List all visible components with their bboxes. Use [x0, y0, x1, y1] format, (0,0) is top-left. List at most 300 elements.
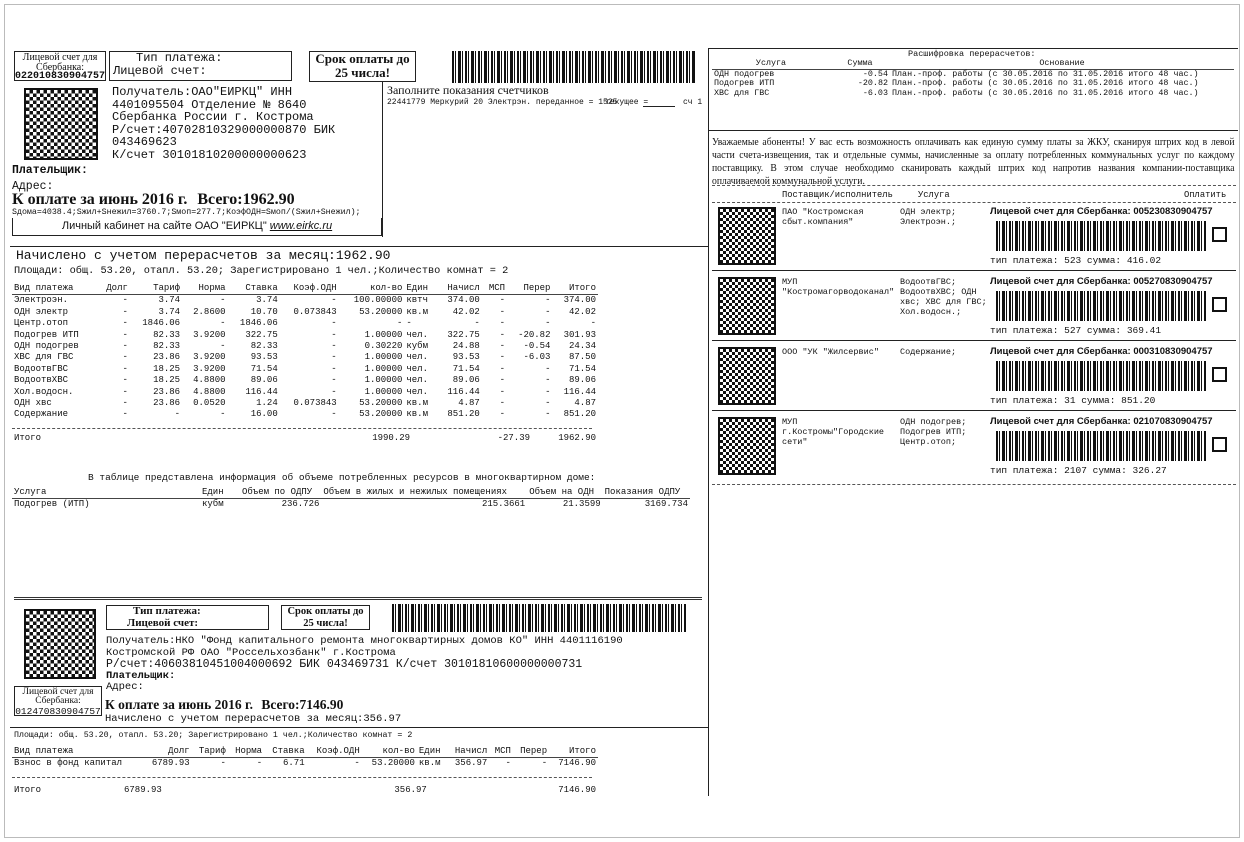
charges-total-table	[12, 433, 598, 444]
provider-ls-number: 005230830904757	[1133, 206, 1213, 217]
bottom-due-box	[281, 605, 370, 630]
provider-pay: тип платежа: 527 сумма: 369.41	[990, 325, 1162, 336]
col-header: Един	[417, 746, 447, 758]
capital-row	[12, 758, 598, 770]
barcode-main	[452, 51, 696, 83]
provider-item	[712, 275, 1236, 341]
table-cell: 89.06	[568, 375, 596, 386]
table-cell: ВодоотвХВС	[14, 375, 69, 386]
pay-checkbox[interactable]	[1212, 437, 1227, 452]
provider-pay: тип платежа: 2107 сумма: 326.27	[990, 465, 1167, 476]
table-cell: -	[499, 341, 506, 352]
table-cell: -	[590, 318, 596, 329]
capital-total-table	[12, 785, 598, 796]
provider-barcode	[996, 291, 1206, 321]
table-cell: 1.00000	[364, 363, 403, 374]
provider-name: МУП "Костромагорводоканал"	[782, 277, 895, 297]
ls-sber-label: Лицевой счет для Сбербанка:	[22, 52, 98, 73]
table-cell: 116.44	[447, 386, 480, 397]
table-cell: -	[122, 386, 128, 397]
table-cell: 24.88	[452, 341, 480, 352]
charges-total-row	[12, 433, 598, 444]
table-cell: 1.24	[256, 398, 278, 409]
table-cell: План.-проф. работы (с 30.05.2016 по 31.05.2016 итого 48 час.)	[892, 78, 1199, 88]
table-cell: 89.06	[452, 375, 480, 386]
col-header: МСП	[489, 746, 513, 758]
table-cell: -	[499, 352, 506, 363]
table-cell: 71.54	[250, 363, 278, 374]
table-cell: -	[220, 341, 226, 352]
provider-ls	[990, 416, 1213, 427]
table-cell: -	[122, 375, 128, 386]
recipient-inn: 4401095504 Отделение № 8640	[112, 97, 307, 112]
col-header: Начисл	[447, 746, 490, 758]
table-cell: -	[122, 318, 128, 329]
col-header: Основание	[890, 59, 1234, 69]
capital-total-divider	[12, 777, 592, 778]
col-header: Итого	[552, 283, 598, 295]
table-cell: 851.20	[447, 409, 480, 420]
col-header: Норма	[182, 283, 227, 295]
table-cell: кв.м	[406, 306, 428, 317]
table-cell: -	[122, 295, 128, 306]
table-cell: 1.00000	[364, 329, 403, 340]
table-cell: -	[499, 398, 506, 409]
col-header: МСП	[482, 283, 507, 295]
provider-item	[712, 415, 1236, 481]
table-cell: -20.82	[518, 329, 551, 340]
table-cell: 93.53	[452, 352, 480, 363]
table-cell: 3.74	[158, 295, 181, 306]
table-cell: чел.	[406, 363, 428, 374]
table-cell: -	[331, 318, 337, 329]
table-row	[12, 341, 598, 352]
provider-ls-label: Лицевой счет для Сбербанка:	[990, 206, 1131, 217]
table-cell: -	[331, 409, 337, 420]
provider-ls	[990, 206, 1213, 217]
pay-checkbox[interactable]	[1212, 367, 1227, 382]
accrued-title: Начислено с учетом перерасчетов за месяц:1962.90	[16, 248, 391, 263]
table-cell: ОДН электр	[14, 306, 69, 317]
table-cell: -	[499, 409, 506, 420]
table-cell: -	[545, 363, 551, 374]
table-cell: -	[474, 318, 480, 329]
capital-cell: Взнос в фонд капитал	[14, 758, 123, 769]
bottom-pay-type-label: Тип платежа:	[133, 605, 201, 617]
qr-code-provider	[718, 277, 776, 335]
table-cell: 42.02	[568, 306, 596, 317]
capital-cell: -	[541, 758, 548, 769]
table-cell: 1846.06	[239, 318, 278, 329]
table-cell: 89.06	[250, 375, 278, 386]
table-cell: 0.073843	[293, 398, 337, 409]
bottom-to-pay-line	[105, 697, 343, 713]
table-cell: чел.	[406, 352, 428, 363]
capital-cell: кв.м	[418, 758, 441, 769]
table-cell: 0.0520	[193, 398, 226, 409]
provider-divider	[712, 340, 1236, 341]
provider-ls-label: Лицевой счет для Сбербанка:	[990, 276, 1131, 287]
table-row	[12, 352, 598, 363]
table-cell: 0.073843	[293, 306, 337, 317]
volume-cell: 236.726	[281, 499, 320, 510]
table-cell: -	[396, 318, 403, 329]
table-row	[12, 318, 598, 329]
volume-cell: 21.3599	[562, 499, 601, 510]
col-header: Итого	[549, 746, 598, 758]
table-cell: 2.8600	[193, 306, 226, 317]
bottom-section-rule	[10, 727, 708, 728]
table-cell: -	[122, 352, 128, 363]
col-header: Долг	[98, 283, 130, 295]
table-cell: 116.44	[563, 386, 596, 397]
table-cell: -	[331, 375, 337, 386]
volume-table	[12, 487, 690, 511]
due-date: 25 числа!	[335, 65, 390, 80]
meter-line: 22441779 Меркурий 20 Электрэн. переданное = 1525	[387, 98, 618, 107]
table-cell: 4.8800	[193, 375, 226, 386]
volume-row	[12, 499, 690, 511]
table-cell: -	[499, 329, 506, 340]
pay-type-box	[109, 51, 292, 81]
provider-divider	[712, 410, 1236, 411]
col-header: кол-во	[362, 746, 417, 758]
table-cell: 82.33	[153, 341, 181, 352]
table-cell: -	[545, 318, 551, 329]
charges-table	[12, 283, 598, 421]
formula: Sдома=4038.4;Sжил+Sнежил=3760.7;Sмоп=277.7;КоэфОДН=Sмоп/(Sжил+Sнежил);	[12, 208, 361, 217]
col-header: Услуга	[12, 487, 200, 499]
bottom-total-value: 7146.90	[299, 697, 344, 712]
table-row	[712, 89, 1234, 99]
capital-cell: 7146.90	[558, 758, 596, 769]
total-cell: -27.39	[497, 433, 530, 443]
table-cell: 1.00000	[364, 352, 403, 363]
table-cell: -	[331, 363, 337, 374]
table-cell: -	[499, 295, 506, 306]
col-header: Сумма	[830, 59, 890, 69]
table-cell: -	[545, 386, 551, 397]
table-cell: -	[331, 341, 337, 352]
providers-header-dash	[712, 202, 1236, 203]
col-header: Оплатить	[1184, 190, 1227, 200]
capital-cell: -	[256, 758, 263, 769]
table-row	[12, 387, 598, 398]
table-cell: 93.53	[250, 352, 278, 363]
meters-title: Заполните показания счетчиков	[387, 83, 549, 97]
to-pay-line	[12, 191, 295, 209]
table-cell: Электроэн.	[14, 295, 69, 306]
table-cell: -	[220, 318, 226, 329]
bottom-to-pay-label: К оплате за июнь 2016 г.	[105, 697, 253, 712]
pay-checkbox[interactable]	[1212, 297, 1227, 312]
table-cell: 4.87	[574, 398, 596, 409]
table-cell: -	[499, 375, 506, 386]
table-cell: 23.86	[153, 386, 181, 397]
table-cell: -	[499, 386, 506, 397]
recalc-title: Расшифровка перерасчетов:	[908, 49, 1036, 59]
address: Адрес:	[12, 180, 54, 193]
pay-checkbox[interactable]	[1212, 227, 1227, 242]
bottom-bank: Костромской РФ ОАО "Россельхозбанк" г.Кострома	[106, 646, 396, 659]
table-cell: 82.33	[153, 329, 181, 340]
table-cell: -	[406, 318, 412, 329]
provider-services: Содержание;	[900, 347, 957, 357]
table-cell: 3.9200	[193, 329, 226, 340]
table-cell: 100.00000	[353, 295, 403, 306]
corr-account: К/счет 30101810200000000623	[112, 147, 307, 162]
total-cell: 1990.29	[372, 433, 410, 443]
account: Р/счет:40702810329000000870 БИК	[112, 122, 336, 137]
capital-cell: 6789.93	[151, 758, 190, 769]
page-split-line	[708, 48, 709, 796]
bottom-payer: Плательщик:	[106, 669, 176, 682]
table-cell: 10.70	[250, 306, 278, 317]
provider-ls-number: 021070830904757	[1133, 416, 1213, 427]
bottom-address: Адрес:	[106, 681, 144, 693]
total-cell: 1962.90	[558, 433, 596, 443]
cabinet-box	[12, 218, 382, 236]
bottom-due-date: 25 числа!	[303, 617, 348, 629]
bottom-account: Р/счет:40603810451004000692 БИК 043469731 К/счет 30101810600000000731	[106, 658, 583, 671]
table-cell: -	[331, 352, 337, 363]
bottom-cut-line	[14, 597, 702, 600]
bottom-pay-type-box	[106, 605, 269, 630]
table-cell: 4.87	[458, 398, 480, 409]
qr-code-provider	[718, 207, 776, 265]
provider-item	[712, 345, 1236, 411]
table-cell: -	[499, 306, 506, 317]
due-label: Срок оплаты до	[315, 51, 410, 66]
table-row	[12, 398, 598, 409]
table-cell: ХВС для ГВС	[14, 352, 74, 363]
table-cell: 3.74	[256, 295, 278, 306]
table-cell: Центр.отоп	[14, 318, 69, 329]
provider-divider	[712, 270, 1236, 271]
ls-label: Лицевой счет:	[113, 64, 207, 78]
table-cell: 53.20000	[359, 409, 403, 420]
table-cell: чел.	[406, 375, 428, 386]
total-cell: 7146.90	[558, 785, 596, 795]
table-row	[12, 375, 598, 386]
total-cell: Итого	[14, 433, 42, 443]
col-header: Объем в жилых и нежилых помещениях	[321, 487, 527, 499]
table-cell: Подогрев ИТП	[14, 329, 79, 340]
qr-code-provider	[718, 417, 776, 475]
table-cell: кв.м	[406, 398, 428, 409]
col-header: Вид платежа	[12, 283, 98, 295]
recipient-bank: Сбербанка России г. Кострома	[112, 110, 314, 124]
table-cell: ХВС для ГВС	[714, 87, 770, 98]
volume-cell: 3169.734	[644, 499, 688, 510]
provider-name: МУП г.Костромы"Городские сети"	[782, 417, 885, 447]
col-header: Долг	[143, 746, 192, 758]
provider-services: ОДН подогрев; Подогрев ИТП; Центр.отоп;	[900, 417, 967, 447]
provider-item	[712, 205, 1236, 271]
qr-code-main	[24, 88, 98, 160]
table-cell: 82.33	[250, 341, 278, 352]
table-cell: 18.25	[153, 363, 181, 374]
table-cell: ОДН подогрев	[714, 68, 775, 79]
table-cell: 16.00	[250, 409, 278, 420]
provider-ls	[990, 276, 1213, 287]
table-cell: 53.20000	[359, 398, 403, 409]
col-header: Коэф.ОДН	[280, 283, 339, 295]
table-cell: 87.50	[568, 352, 596, 363]
capital-cell: -	[505, 758, 511, 769]
table-cell: -	[122, 398, 128, 409]
table-cell: 374.00	[447, 295, 480, 306]
volume-cell: кубм	[202, 499, 224, 510]
table-row	[12, 409, 598, 420]
provider-name: ООО "УК "Жилсервис"	[782, 347, 879, 357]
table-cell: 322.75	[245, 329, 278, 340]
table-cell: -	[122, 409, 128, 420]
table-cell: 1.00000	[364, 386, 403, 397]
cabinet-link[interactable]: www.eirkc.ru	[269, 220, 333, 232]
table-cell: -	[499, 363, 506, 374]
bottom-accrued: Начислено с учетом перерасчетов за месяц:356.97	[105, 713, 402, 725]
top-divider-h	[10, 246, 708, 247]
table-cell: -	[331, 329, 337, 340]
col-header: Перер	[507, 283, 552, 295]
table-cell: -	[545, 398, 551, 409]
table-cell: Подогрев ИТП	[714, 78, 775, 88]
col-header: Поставщик/исполнитель	[782, 190, 893, 200]
capital-cell: -	[354, 758, 360, 769]
table-cell: -	[545, 295, 551, 306]
table-cell: -	[545, 409, 551, 420]
col-header: Тариф	[130, 283, 182, 295]
bottom-ls-label: Лицевой счет:	[127, 616, 199, 629]
col-header: Ставка	[228, 283, 280, 295]
table-cell: чел.	[406, 386, 428, 397]
col-header: Вид платежа	[12, 746, 143, 758]
to-pay-label: К оплате за июнь 2016 г.	[12, 191, 188, 208]
col-header: Услуга	[918, 190, 950, 200]
table-cell: -	[122, 341, 128, 352]
ls-sber-box	[14, 51, 106, 81]
table-row	[12, 364, 598, 375]
table-cell: 301.93	[563, 329, 596, 340]
table-cell: -	[122, 329, 128, 340]
capital-total-row	[12, 785, 598, 796]
table-cell: 851.20	[563, 409, 596, 420]
provider-barcode	[996, 361, 1206, 391]
bik: 043469623	[112, 135, 177, 149]
total-cell: 356.97	[394, 785, 427, 795]
table-cell: ОДН хвс	[14, 398, 52, 409]
total-cell: Итого	[14, 785, 42, 795]
table-cell: 1.00000	[364, 375, 403, 386]
meter-unit: сч 1	[683, 98, 703, 107]
col-header: Показания ОДПУ	[603, 487, 690, 499]
volume-cell: 215.3661	[481, 499, 526, 510]
table-cell: -0.54	[862, 68, 888, 79]
provider-ls-label: Лицевой счет для Сбербанка:	[990, 416, 1131, 427]
table-cell: 0.30220	[364, 341, 403, 352]
table-cell: -	[122, 363, 128, 374]
bottom-due-label: Срок оплаты до	[287, 606, 364, 617]
col-header: Услуга	[712, 59, 830, 69]
bottom-ls-sber-number: 012470830904757	[15, 705, 101, 717]
table-cell: Хол.водосн.	[14, 386, 74, 397]
qr-code-provider	[718, 347, 776, 405]
provider-ls	[990, 346, 1213, 357]
bottom-recipient: Получатель:НКО "Фонд капитального ремонта многоквартирных домов КО" ИНН 4401116190	[106, 635, 623, 647]
total-label: Всего:	[197, 191, 243, 208]
recalc-table	[712, 59, 1234, 98]
table-row	[12, 330, 598, 341]
table-cell: квтч	[406, 295, 428, 306]
top-divider-v	[382, 82, 383, 237]
table-cell: 374.00	[563, 295, 596, 306]
table-cell: 3.74	[158, 306, 181, 317]
total-value: 1962.90	[242, 191, 295, 208]
col-header: Норма	[228, 746, 264, 758]
providers-top-dash	[712, 185, 1236, 186]
barcode-capital	[392, 604, 686, 632]
provider-ls-number: 000310830904757	[1133, 346, 1213, 357]
accrued-areas: Площади: общ. 53.20, отапл. 53.20; Зарегистрировано 1 чел.;Количество комнат = 2	[14, 265, 509, 277]
volume-cell: Подогрев (ИТП)	[14, 499, 90, 510]
col-header: Объем по ОДПУ	[240, 487, 321, 499]
table-cell: Содержание	[14, 409, 69, 420]
table-cell: 1846.06	[142, 318, 181, 329]
recipient: Получатель:ОАО"ЕИРКЦ" ИНН	[112, 85, 293, 99]
bottom-ls-sber-label: Лицевой счет для Сбербанка:	[22, 687, 94, 707]
col-header: Ставка	[264, 746, 307, 758]
table-cell: кубм	[406, 341, 428, 352]
bottom-ls-sber-box	[14, 686, 102, 716]
total-cell: 6789.93	[124, 785, 162, 795]
table-cell: ОДН подогрев	[14, 341, 79, 352]
table-cell: План.-проф. работы (с 30.05.2016 по 31.05.2016 итого 48 час.)	[892, 87, 1199, 98]
col-header: Перер	[513, 746, 549, 758]
capital-header	[12, 746, 598, 758]
table-cell: 24.34	[568, 341, 596, 352]
table-cell: 3.9200	[193, 363, 226, 374]
qr-code-capital	[24, 609, 96, 679]
table-cell: -	[331, 386, 337, 397]
table-cell: 116.44	[245, 386, 278, 397]
table-cell: -6.03	[523, 352, 551, 363]
table-cell: -	[331, 295, 337, 306]
meter-current-input[interactable]	[643, 106, 675, 107]
table-cell: 71.54	[568, 363, 596, 374]
col-header: Един	[200, 487, 240, 499]
provider-name: ПАО "Костромская сбыт.компания"	[782, 207, 864, 227]
table-cell: чел.	[406, 329, 428, 340]
table-cell: 23.86	[153, 398, 181, 409]
table-cell: 42.02	[452, 306, 480, 317]
pay-type-label: Тип платежа:	[136, 51, 223, 65]
table-cell: -20.82	[857, 78, 888, 88]
charges-header	[12, 283, 598, 295]
table-cell: 71.54	[452, 363, 480, 374]
table-cell: -0.54	[523, 341, 551, 352]
table-cell: -	[174, 409, 181, 420]
bottom-areas: Площади: общ. 53.20, отапл. 53.20; Зарегистрировано 1 чел.;Количество комнат = 2	[14, 731, 413, 740]
table-cell: -6.03	[862, 87, 888, 98]
recalc-header	[712, 59, 1234, 69]
table-cell: 4.8800	[193, 386, 226, 397]
table-cell: 53.20000	[359, 306, 403, 317]
bottom-total-label: Всего:	[261, 697, 300, 712]
provider-pay: тип платежа: 31 сумма: 851.20	[990, 395, 1156, 406]
provider-pay: тип платежа: 523 сумма: 416.02	[990, 255, 1162, 266]
table-cell: 18.25	[153, 375, 181, 386]
